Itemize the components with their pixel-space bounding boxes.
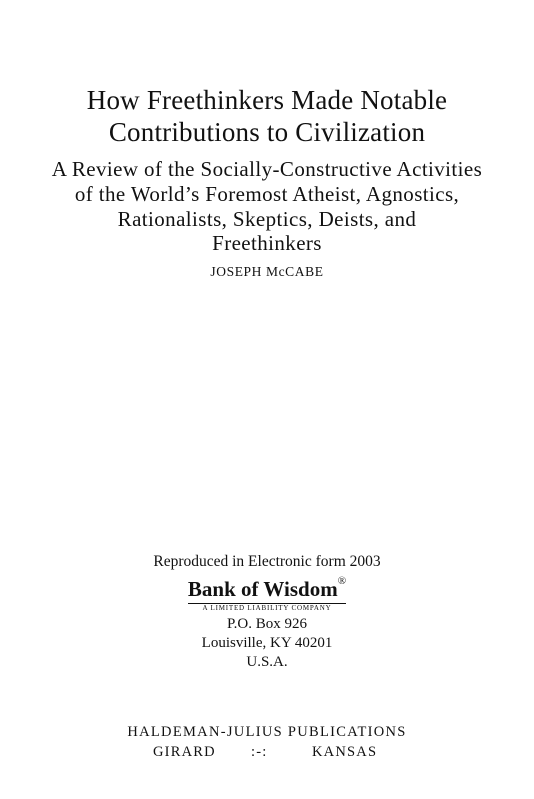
- subtitle-line-4: Freethinkers: [212, 231, 322, 255]
- book-title-line-2: Contributions to Civilization: [108, 117, 426, 147]
- publisher-state: KANSAS: [312, 744, 378, 760]
- location-separator: :-:: [251, 744, 268, 760]
- subtitle-line-1: A Review of the Socially-Constructive Activities: [51, 157, 483, 181]
- original-publisher-name: HALDEMAN-JULIUS PUBLICATIONS: [127, 724, 407, 740]
- address-line-1: P.O. Box 926: [226, 616, 308, 632]
- publisher-name: Bank of Wisdom: [187, 577, 338, 601]
- subtitle-line-3: Rationalists, Skeptics, Deists, and: [117, 207, 417, 231]
- registered-mark: ®: [337, 575, 347, 587]
- address-line-3: U.S.A.: [246, 654, 288, 670]
- address-line-2: Louisville, KY 40201: [201, 635, 333, 651]
- publisher-block: [0, 577, 534, 615]
- publisher-city: GIRARD: [153, 744, 216, 760]
- publisher-logo: [188, 577, 346, 602]
- subtitle-line-2: of the World’s Foremost Atheist, Agnostics,: [74, 182, 460, 206]
- author-name: JOSEPH McCABE: [210, 264, 324, 279]
- publisher-type: A LIMITED LIABILITY COMPANY: [202, 604, 332, 612]
- reproduction-note: Reproduced in Electronic form 2003: [153, 553, 381, 570]
- book-title-line-1: How Freethinkers Made Notable: [86, 85, 448, 115]
